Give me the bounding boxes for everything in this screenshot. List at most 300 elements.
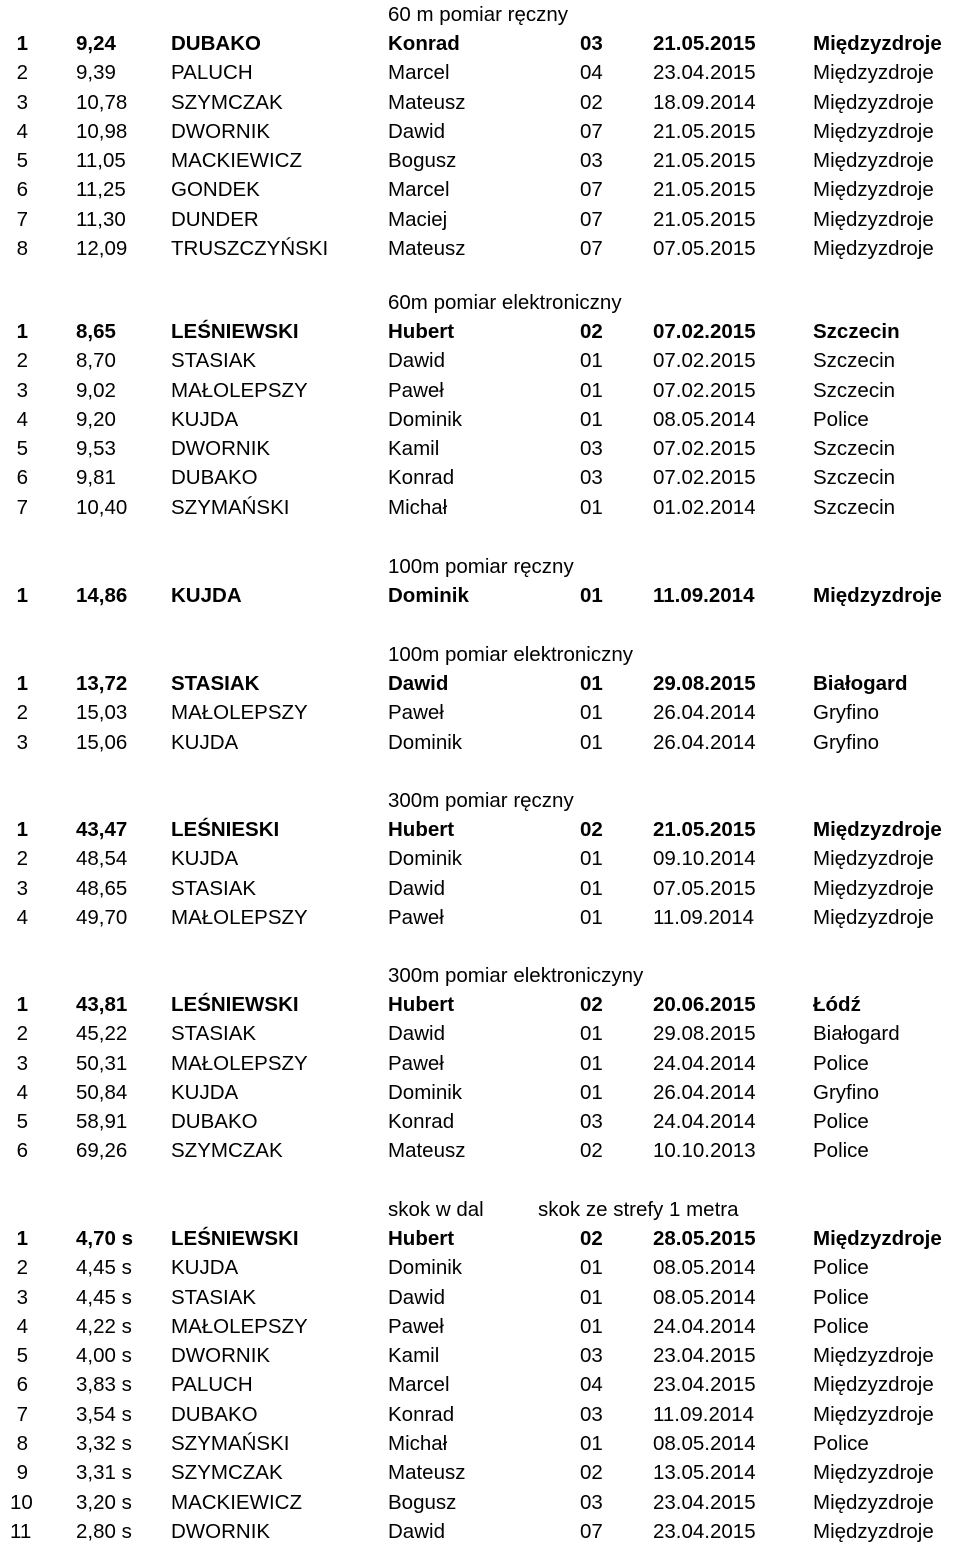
rank-cell: 3 <box>16 1051 28 1075</box>
table-row <box>0 1429 960 1458</box>
place-cell: Międzyzdroje <box>813 119 934 143</box>
class-cell: 07 <box>580 1519 603 1543</box>
first-name-cell: Michał <box>388 495 448 519</box>
class-cell: 01 <box>580 1432 603 1456</box>
section-title-text: 100m pomiar ręczny <box>388 555 574 578</box>
table-row <box>0 1224 960 1253</box>
place-cell: Międzyzdroje <box>813 207 934 231</box>
class-cell: 03 <box>580 1402 603 1426</box>
result-cell: 48,65 <box>76 876 128 900</box>
date-cell: 07.02.2015 <box>653 437 756 461</box>
table-row <box>0 1019 960 1048</box>
class-cell: 07 <box>580 119 603 143</box>
rank-cell: 9 <box>16 1461 28 1485</box>
results-section <box>0 552 960 610</box>
date-cell: 26.04.2014 <box>653 1080 756 1104</box>
date-cell: 24.04.2014 <box>653 1110 756 1134</box>
date-cell: 08.05.2014 <box>653 1432 756 1456</box>
last-name-cell: STASIAK <box>171 672 260 695</box>
place-cell: Szczecin <box>813 466 896 490</box>
table-row <box>0 317 960 346</box>
date-cell: 11.09.2014 <box>653 1402 755 1426</box>
date-cell: 23.04.2015 <box>653 1344 756 1368</box>
last-name-cell: MAŁOLEPSZY <box>171 701 308 725</box>
class-cell: 01 <box>580 1022 603 1046</box>
date-cell: 10.10.2013 <box>653 1139 756 1163</box>
section-title <box>0 640 960 669</box>
date-cell: 24.04.2014 <box>653 1051 756 1075</box>
place-cell: Międzyzdroje <box>813 818 942 841</box>
last-name-cell: MAŁOLEPSZY <box>171 1051 308 1075</box>
class-cell: 01 <box>580 495 603 519</box>
first-name-cell: Marcel <box>388 61 450 85</box>
last-name-cell: MACKIEWICZ <box>171 149 302 173</box>
rank-cell: 3 <box>16 730 28 754</box>
place-cell: Szczecin <box>813 349 896 373</box>
class-cell: 01 <box>580 1314 603 1338</box>
last-name-cell: SZYMCZAK <box>171 1139 283 1163</box>
table-row <box>0 1341 960 1370</box>
last-name-cell: KUJDA <box>171 1256 239 1280</box>
class-cell: 02 <box>580 993 603 1016</box>
place-cell: Szczecin <box>813 437 896 461</box>
first-name-cell: Marcel <box>388 178 450 202</box>
first-name-cell: Dawid <box>388 1285 445 1309</box>
result-cell: 43,47 <box>76 818 128 841</box>
rank-cell: 5 <box>16 1344 28 1368</box>
rank-cell: 2 <box>16 1256 28 1280</box>
table-row <box>0 1488 960 1517</box>
date-cell: 08.05.2014 <box>653 1256 756 1280</box>
first-name-cell: Konrad <box>388 466 455 490</box>
rank-cell: 1 <box>16 32 28 55</box>
first-name-cell: Dawid <box>388 1519 445 1543</box>
class-cell: 02 <box>580 818 603 841</box>
results-section <box>0 640 960 757</box>
place-cell: Międzyzdroje <box>813 1519 934 1543</box>
place-cell: Międzyzdroje <box>813 584 942 607</box>
table-row <box>0 117 960 146</box>
result-cell: 45,22 <box>76 1022 128 1046</box>
last-name-cell: KUJDA <box>171 407 239 431</box>
last-name-cell: TRUSZCZYŃSKI <box>171 237 329 261</box>
table-row <box>0 405 960 434</box>
result-cell: 8,65 <box>76 320 116 343</box>
place-cell: Międzyzdroje <box>813 1402 934 1426</box>
last-name-cell: DWORNIK <box>171 1344 271 1368</box>
class-cell: 01 <box>580 905 603 929</box>
table-row <box>0 434 960 463</box>
class-cell: 01 <box>580 701 603 725</box>
last-name-cell: DWORNIK <box>171 437 271 461</box>
place-cell: Białogard <box>813 1022 900 1046</box>
result-cell: 4,22 s <box>76 1314 132 1338</box>
table-row <box>0 234 960 263</box>
place-cell: Międzyzdroje <box>813 1461 934 1485</box>
rank-cell: 4 <box>16 119 28 143</box>
first-name-cell: Marcel <box>388 1373 450 1397</box>
last-name-cell: STASIAK <box>171 876 257 900</box>
last-name-cell: LEŚNIEWSKI <box>171 993 299 1016</box>
class-cell: 01 <box>580 407 603 431</box>
date-cell: 13.05.2014 <box>653 1461 756 1485</box>
first-name-cell: Konrad <box>388 32 460 55</box>
class-cell: 04 <box>580 1373 603 1397</box>
first-name-cell: Maciej <box>388 207 448 231</box>
date-cell: 29.08.2015 <box>653 672 756 695</box>
table-row <box>0 844 960 873</box>
last-name-cell: DWORNIK <box>171 1519 271 1543</box>
last-name-cell: KUJDA <box>171 730 239 754</box>
date-cell: 21.05.2015 <box>653 149 756 173</box>
last-name-cell: DUBAKO <box>171 32 261 55</box>
result-cell: 9,24 <box>76 32 116 55</box>
last-name-cell: MACKIEWICZ <box>171 1490 302 1514</box>
last-name-cell: KUJDA <box>171 847 239 871</box>
place-cell: Gryfino <box>813 730 880 754</box>
first-name-cell: Mateusz <box>388 1461 466 1485</box>
place-cell: Międzyzdroje <box>813 876 934 900</box>
last-name-cell: KUJDA <box>171 584 242 607</box>
date-cell: 08.05.2014 <box>653 1285 756 1309</box>
class-cell: 03 <box>580 1344 603 1368</box>
place-cell: Międzyzdroje <box>813 237 934 261</box>
rank-cell: 3 <box>16 1285 28 1309</box>
class-cell: 02 <box>580 1139 603 1163</box>
date-cell: 11.09.2014 <box>653 905 755 929</box>
first-name-cell: Dominik <box>388 1256 463 1280</box>
table-row <box>0 29 960 58</box>
result-cell: 13,72 <box>76 672 128 695</box>
rank-cell: 3 <box>16 876 28 900</box>
place-cell: Międzyzdroje <box>813 905 934 929</box>
result-cell: 9,53 <box>76 437 116 461</box>
date-cell: 07.02.2015 <box>653 466 756 490</box>
rank-cell: 5 <box>16 1110 28 1134</box>
first-name-cell: Dominik <box>388 730 463 754</box>
place-cell: Szczecin <box>813 378 896 402</box>
table-row <box>0 58 960 87</box>
section-title <box>0 961 960 990</box>
rank-cell: 7 <box>16 495 28 519</box>
rank-cell: 7 <box>16 207 28 231</box>
result-cell: 49,70 <box>76 905 128 929</box>
table-row <box>0 698 960 727</box>
date-cell: 23.04.2015 <box>653 1490 756 1514</box>
table-row <box>0 1107 960 1136</box>
rank-cell: 4 <box>16 1314 28 1338</box>
last-name-cell: MAŁOLEPSZY <box>171 378 308 402</box>
date-cell: 01.02.2014 <box>653 495 756 519</box>
result-cell: 43,81 <box>76 993 128 1016</box>
result-cell: 3,20 s <box>76 1490 132 1514</box>
first-name-cell: Michał <box>388 1432 448 1456</box>
last-name-cell: DUNDER <box>171 207 259 231</box>
table-row <box>0 1136 960 1165</box>
results-section <box>0 961 960 1166</box>
first-name-cell: Dominik <box>388 584 469 607</box>
first-name-cell: Paweł <box>388 1051 444 1075</box>
result-cell: 4,00 s <box>76 1344 132 1368</box>
date-cell: 28.05.2015 <box>653 1227 756 1250</box>
class-cell: 02 <box>580 320 603 343</box>
class-cell: 03 <box>580 1110 603 1134</box>
rank-cell: 4 <box>16 905 28 929</box>
table-row <box>0 1253 960 1282</box>
first-name-cell: Dawid <box>388 876 445 900</box>
place-cell: Międzyzdroje <box>813 90 934 114</box>
result-cell: 9,39 <box>76 61 116 85</box>
class-cell: 01 <box>580 672 603 695</box>
class-cell: 07 <box>580 178 603 202</box>
class-cell: 01 <box>580 1256 603 1280</box>
first-name-cell: Mateusz <box>388 1139 466 1163</box>
first-name-cell: Dawid <box>388 672 449 695</box>
result-cell: 3,31 s <box>76 1461 132 1485</box>
section-title-text: 100m pomiar elektroniczny <box>388 643 633 666</box>
table-row <box>0 463 960 492</box>
place-cell: Gryfino <box>813 1080 880 1104</box>
place-cell: Międzyzdroje <box>813 32 942 55</box>
first-name-cell: Paweł <box>388 378 444 402</box>
section-title-text: 300m pomiar ręczny <box>388 789 574 812</box>
date-cell: 07.05.2015 <box>653 237 756 261</box>
class-cell: 01 <box>580 349 603 373</box>
result-cell: 4,45 s <box>76 1256 132 1280</box>
result-cell: 3,83 s <box>76 1373 132 1397</box>
place-cell: Police <box>813 1256 869 1280</box>
first-name-cell: Kamil <box>388 1344 440 1368</box>
rank-cell: 1 <box>16 672 28 695</box>
rank-cell: 8 <box>16 237 28 261</box>
place-cell: Police <box>813 1139 869 1163</box>
results-section <box>0 0 960 263</box>
result-cell: 4,70 s <box>76 1227 133 1250</box>
table-row <box>0 205 960 234</box>
section-title-text: 60 m pomiar ręczny <box>388 3 569 26</box>
last-name-cell: LEŚNIEWSKI <box>171 320 299 343</box>
rank-cell: 4 <box>16 1080 28 1104</box>
table-row <box>0 493 960 522</box>
results-section <box>0 288 960 522</box>
section-title-text: skok w dal <box>388 1198 484 1221</box>
result-cell: 4,45 s <box>76 1285 132 1309</box>
first-name-cell: Hubert <box>388 818 455 841</box>
place-cell: Police <box>813 407 869 431</box>
table-row <box>0 1517 960 1546</box>
rank-cell: 1 <box>16 1227 28 1250</box>
class-cell: 02 <box>580 90 603 114</box>
last-name-cell: STASIAK <box>171 349 257 373</box>
class-cell: 03 <box>580 437 603 461</box>
table-row <box>0 903 960 932</box>
first-name-cell: Dominik <box>388 1080 463 1104</box>
section-title-text: skok ze strefy 1 metra <box>538 1198 739 1221</box>
date-cell: 23.04.2015 <box>653 61 756 85</box>
first-name-cell: Hubert <box>388 993 455 1016</box>
table-row <box>0 376 960 405</box>
date-cell: 21.05.2015 <box>653 178 756 202</box>
date-cell: 07.02.2015 <box>653 320 756 343</box>
first-name-cell: Paweł <box>388 701 444 725</box>
place-cell: Police <box>813 1051 869 1075</box>
rank-cell: 7 <box>16 1402 28 1426</box>
first-name-cell: Hubert <box>388 1227 455 1250</box>
table-row <box>0 728 960 757</box>
last-name-cell: SZYMAŃSKI <box>171 495 290 519</box>
first-name-cell: Dominik <box>388 847 463 871</box>
place-cell: Międzyzdroje <box>813 847 934 871</box>
result-cell: 50,84 <box>76 1080 128 1104</box>
class-cell: 01 <box>580 876 603 900</box>
date-cell: 18.09.2014 <box>653 90 756 114</box>
first-name-cell: Konrad <box>388 1110 455 1134</box>
date-cell: 07.02.2015 <box>653 378 756 402</box>
date-cell: 21.05.2015 <box>653 119 756 143</box>
rank-cell: 2 <box>16 701 28 725</box>
result-cell: 3,54 s <box>76 1402 132 1426</box>
class-cell: 01 <box>580 847 603 871</box>
place-cell: Łódź <box>813 993 861 1016</box>
table-row <box>0 146 960 175</box>
section-title <box>0 552 960 581</box>
table-row <box>0 88 960 117</box>
result-cell: 11,25 <box>76 178 126 202</box>
date-cell: 21.05.2015 <box>653 32 756 55</box>
result-cell: 69,26 <box>76 1139 128 1163</box>
table-row <box>0 669 960 698</box>
last-name-cell: MAŁOLEPSZY <box>171 905 308 929</box>
last-name-cell: STASIAK <box>171 1285 257 1309</box>
rank-cell: 6 <box>16 1373 28 1397</box>
result-cell: 10,78 <box>76 90 128 114</box>
place-cell: Międzyzdroje <box>813 1227 942 1250</box>
rank-cell: 5 <box>16 437 28 461</box>
last-name-cell: DWORNIK <box>171 119 271 143</box>
place-cell: Białogard <box>813 672 908 695</box>
class-cell: 01 <box>580 1285 603 1309</box>
section-title-text: 300m pomiar elektroniczyny <box>388 964 644 987</box>
result-cell: 12,09 <box>76 237 128 261</box>
place-cell: Międzyzdroje <box>813 1373 934 1397</box>
last-name-cell: STASIAK <box>171 1022 257 1046</box>
rank-cell: 6 <box>16 178 28 202</box>
result-cell: 10,98 <box>76 119 128 143</box>
last-name-cell: DUBAKO <box>171 1110 258 1134</box>
result-cell: 48,54 <box>76 847 128 871</box>
result-cell: 9,02 <box>76 378 116 402</box>
rank-cell: 2 <box>16 349 28 373</box>
class-cell: 01 <box>580 1080 603 1104</box>
rank-cell: 2 <box>16 847 28 871</box>
section-title <box>0 0 960 29</box>
date-cell: 20.06.2015 <box>653 993 756 1016</box>
result-cell: 58,91 <box>76 1110 128 1134</box>
result-cell: 10,40 <box>76 495 128 519</box>
date-cell: 08.05.2014 <box>653 407 756 431</box>
class-cell: 01 <box>580 584 603 607</box>
class-cell: 03 <box>580 466 603 490</box>
result-cell: 50,31 <box>76 1051 128 1075</box>
first-name-cell: Dawid <box>388 119 445 143</box>
place-cell: Szczecin <box>813 320 900 343</box>
rank-cell: 1 <box>16 584 28 607</box>
place-cell: Police <box>813 1285 869 1309</box>
results-section <box>0 786 960 932</box>
date-cell: 24.04.2014 <box>653 1314 756 1338</box>
table-row <box>0 874 960 903</box>
last-name-cell: KUJDA <box>171 1080 239 1104</box>
first-name-cell: Hubert <box>388 320 455 343</box>
rank-cell: 6 <box>16 1139 28 1163</box>
rank-cell: 6 <box>16 466 28 490</box>
rank-cell: 8 <box>16 1432 28 1456</box>
class-cell: 07 <box>580 237 603 261</box>
date-cell: 29.08.2015 <box>653 1022 756 1046</box>
last-name-cell: GONDEK <box>171 178 260 202</box>
class-cell: 03 <box>580 1490 603 1514</box>
class-cell: 01 <box>580 1051 603 1075</box>
place-cell: Police <box>813 1314 869 1338</box>
rank-cell: 3 <box>16 90 28 114</box>
result-cell: 9,20 <box>76 407 116 431</box>
first-name-cell: Mateusz <box>388 90 466 114</box>
date-cell: 21.05.2015 <box>653 818 756 841</box>
table-row <box>0 815 960 844</box>
table-row <box>0 1370 960 1399</box>
date-cell: 21.05.2015 <box>653 207 756 231</box>
last-name-cell: LEŚNIESKI <box>171 818 280 841</box>
first-name-cell: Bogusz <box>388 1490 457 1514</box>
class-cell: 04 <box>580 61 603 85</box>
table-row <box>0 581 960 610</box>
first-name-cell: Dawid <box>388 1022 445 1046</box>
table-row <box>0 1312 960 1341</box>
rank-cell: 1 <box>16 993 28 1016</box>
date-cell: 26.04.2014 <box>653 701 756 725</box>
rank-cell: 11 <box>10 1519 32 1543</box>
result-cell: 11,30 <box>76 207 126 231</box>
last-name-cell: SZYMCZAK <box>171 90 283 114</box>
class-cell: 07 <box>580 207 603 231</box>
rank-cell: 4 <box>16 407 28 431</box>
place-cell: Międzyzdroje <box>813 1344 934 1368</box>
table-row <box>0 1400 960 1429</box>
place-cell: Międzyzdroje <box>813 149 934 173</box>
class-cell: 01 <box>580 378 603 402</box>
result-cell: 15,06 <box>76 730 128 754</box>
table-row <box>0 1458 960 1487</box>
place-cell: Międzyzdroje <box>813 178 934 202</box>
table-row <box>0 1078 960 1107</box>
date-cell: 07.05.2015 <box>653 876 756 900</box>
results-section <box>0 1195 960 1546</box>
result-cell: 14,86 <box>76 584 128 607</box>
section-title <box>0 1195 960 1224</box>
place-cell: Międzyzdroje <box>813 61 934 85</box>
rank-cell: 1 <box>16 320 28 343</box>
last-name-cell: SZYMAŃSKI <box>171 1432 290 1456</box>
table-row <box>0 1283 960 1312</box>
class-cell: 01 <box>580 730 603 754</box>
class-cell: 02 <box>580 1461 603 1485</box>
first-name-cell: Paweł <box>388 905 444 929</box>
first-name-cell: Bogusz <box>388 149 457 173</box>
date-cell: 11.09.2014 <box>653 584 755 607</box>
place-cell: Szczecin <box>813 495 896 519</box>
place-cell: Gryfino <box>813 701 880 725</box>
last-name-cell: MAŁOLEPSZY <box>171 1314 308 1338</box>
